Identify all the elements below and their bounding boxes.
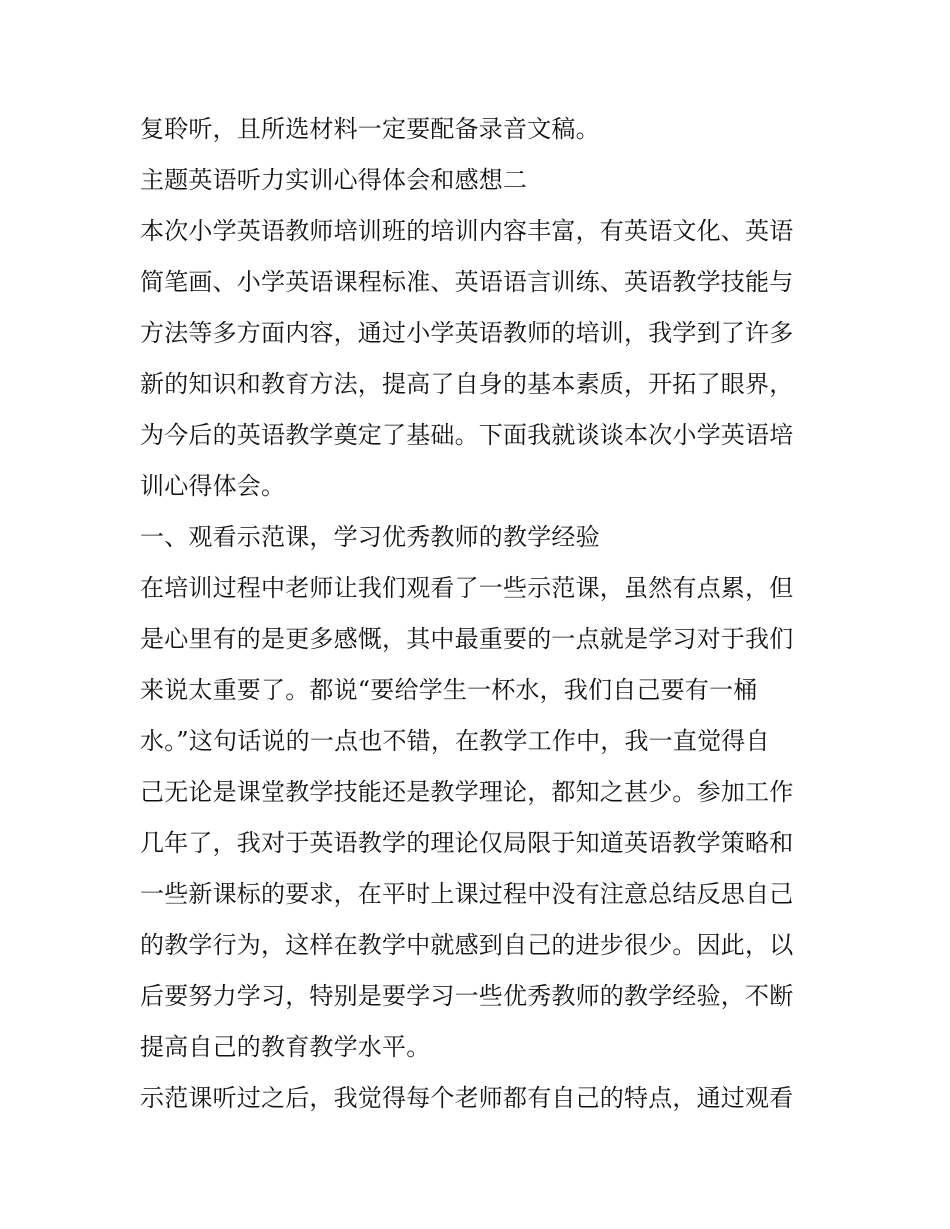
text-line: 提高自己的教育教学水平。	[140, 1033, 431, 1061]
text-line: 几年了，我对于英语教学的理论仅局限于知道英语教学策略和	[140, 829, 794, 857]
section-heading: 主题英语听力实训心得体会和感想二	[140, 166, 528, 194]
text-line: 为今后的英语教学奠定了基础。下面我就谈谈本次小学英语培	[140, 421, 794, 449]
text-line: 新的知识和教育方法，提高了自身的基本素质，开拓了眼界，	[140, 370, 794, 398]
text-line: 来说太重要了。都说“要给学生一杯水，我们自己要有一桶	[140, 676, 758, 704]
document-body	[140, 104, 820, 1124]
section-heading: 一、观看示范课，学习优秀教师的教学经验	[140, 523, 600, 551]
text-line: 己无论是课堂教学技能还是教学理论，都知之甚少。参加工作	[140, 778, 794, 806]
text-line: 后要努力学习，特别是要学习一些优秀教师的教学经验，不断	[140, 982, 794, 1010]
text-line: 在培训过程中老师让我们观看了一些示范课，虽然有点累，但	[140, 574, 794, 602]
text-line: 是心里有的是更多感慨，其中最重要的一点就是学习对于我们	[140, 625, 794, 653]
text-line: 复聆听，且所选材料一定要配备录音文稿。	[140, 115, 600, 143]
text-line: 一些新课标的要求，在平时上课过程中没有注意总结反思自己	[140, 880, 794, 908]
text-line: 的教学行为，这样在教学中就感到自己的进步很少。因此，以	[140, 931, 794, 959]
text-line: 示范课听过之后，我觉得每个老师都有自己的特点，通过观看	[140, 1084, 794, 1112]
text-line: 简笔画、小学英语课程标准、英语语言训练、英语教学技能与	[140, 268, 794, 296]
text-line: 训心得体会。	[140, 472, 286, 500]
text-line: 本次小学英语教师培训班的培训内容丰富，有英语文化、英语	[140, 217, 794, 245]
text-line: 水。”这句话说的一点也不错，在教学工作中，我一直觉得自	[140, 727, 770, 755]
text-line: 方法等多方面内容，通过小学英语教师的培训，我学到了许多	[140, 319, 794, 347]
